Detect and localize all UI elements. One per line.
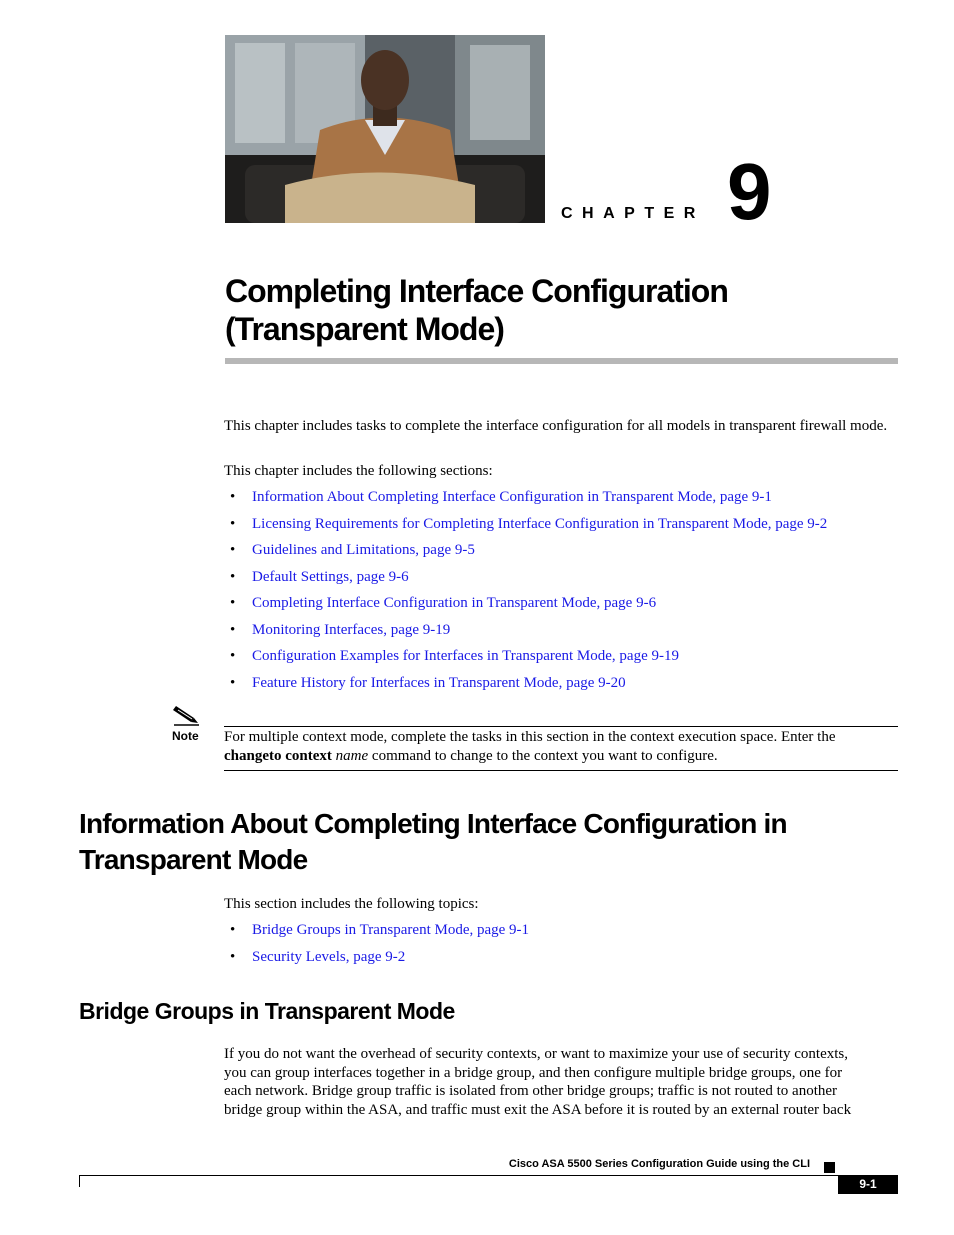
bullet-icon: • [230, 648, 236, 664]
note-text-end: command to change to the context you want to configure. [368, 748, 718, 764]
list-item [224, 948, 529, 975]
list-item [224, 568, 827, 595]
footer-guide-title: Cisco ASA 5500 Series Configuration Guide using the CLI [508, 1158, 810, 1170]
section-link[interactable]: Information About Completing Interface Configuration in Transparent Mode, page 9-1 [252, 489, 772, 505]
title-rule [225, 358, 898, 364]
subsection-heading: Bridge Groups in Transparent Mode [79, 998, 455, 1024]
section-link[interactable]: Configuration Examples for Interfaces in Transparent Mode, page 9-19 [252, 648, 679, 664]
paragraph-line: each network. Bridge group traffic is isolated from other bridge groups; traffic is not routed to another [224, 1083, 838, 1100]
footer-tick [79, 1175, 80, 1187]
paragraph-line: bridge group within the ASA, and traffic must exit the ASA before it is routed by an external router back [224, 1102, 852, 1119]
bullet-icon: • [230, 922, 236, 938]
topic-link-list [224, 921, 529, 974]
section-link[interactable]: Guidelines and Limitations, page 9-5 [252, 542, 475, 558]
section-link[interactable]: Licensing Requirements for Completing Interface Configuration in Transparent Mode, page 9-2 [252, 515, 828, 532]
list-item [224, 541, 827, 568]
topics-intro: This section includes the following topics: [224, 896, 479, 912]
bullet-icon: • [230, 621, 236, 638]
chapter-title [225, 272, 885, 348]
note-top-rule [224, 726, 898, 727]
section-link[interactable]: Default Settings, page 9-6 [252, 568, 409, 585]
section-heading [79, 806, 879, 878]
chapter-title-line-2: (Transparent Mode) [225, 311, 504, 347]
note-text-start: For multiple context mode, complete the tasks in this section in the context execution space. Enter the [224, 729, 836, 745]
bullet-icon: • [230, 515, 236, 532]
bullet-icon: • [230, 674, 236, 691]
list-item [224, 647, 827, 674]
bridge-groups-paragraph [224, 1045, 896, 1120]
pencil-icon [172, 704, 200, 731]
section-link[interactable]: Feature History for Interfaces in Transparent Mode, page 9-20 [252, 674, 626, 691]
note-command: changeto context [224, 748, 332, 764]
chapter-number: 9 [727, 147, 772, 236]
note-text [224, 728, 896, 766]
section-heading-line-1: Information About Completing Interface Configuration in [79, 808, 787, 839]
list-item [224, 488, 827, 515]
note-label: Note [172, 729, 199, 743]
paragraph-line: If you do not want the overhead of security contexts, or want to maximize your use of security contexts, [224, 1046, 848, 1062]
footer-rule [79, 1175, 898, 1176]
topic-link[interactable]: Security Levels, page 9-2 [252, 948, 406, 965]
section-link-list [224, 488, 827, 700]
bullet-icon: • [230, 568, 236, 585]
intro-paragraph: This chapter includes tasks to complete the interface configuration for all models in transparent firewall mode. [224, 418, 888, 434]
bullet-icon: • [230, 948, 236, 965]
paragraph-line: you can group interfaces together in a bridge group, and then configure multiple bridge groups, one for [224, 1064, 843, 1081]
bullet-icon: • [230, 489, 236, 505]
section-heading-line-2: Transparent Mode [79, 844, 308, 875]
chapter-label: CHAPTER [561, 205, 705, 222]
bullet-icon: • [230, 542, 236, 558]
list-item [224, 621, 827, 648]
chapter-photo [225, 35, 545, 223]
sections-intro: This chapter includes the following sections: [224, 463, 493, 479]
list-item [224, 921, 529, 948]
section-link[interactable]: Monitoring Interfaces, page 9-19 [252, 621, 451, 638]
page-number: 9-1 [838, 1175, 898, 1194]
chapter-title-line-1: Completing Interface Configuration [225, 273, 728, 309]
note-bottom-rule [224, 770, 898, 771]
footer-marker [824, 1162, 835, 1173]
note-argument: name [335, 748, 369, 764]
topic-link[interactable]: Bridge Groups in Transparent Mode, page 9-1 [252, 922, 530, 938]
section-link[interactable]: Completing Interface Configuration in Transparent Mode, page 9-6 [252, 595, 657, 611]
list-item [224, 515, 827, 542]
list-item [224, 674, 827, 701]
bullet-icon: • [230, 595, 236, 611]
list-item [224, 594, 827, 621]
